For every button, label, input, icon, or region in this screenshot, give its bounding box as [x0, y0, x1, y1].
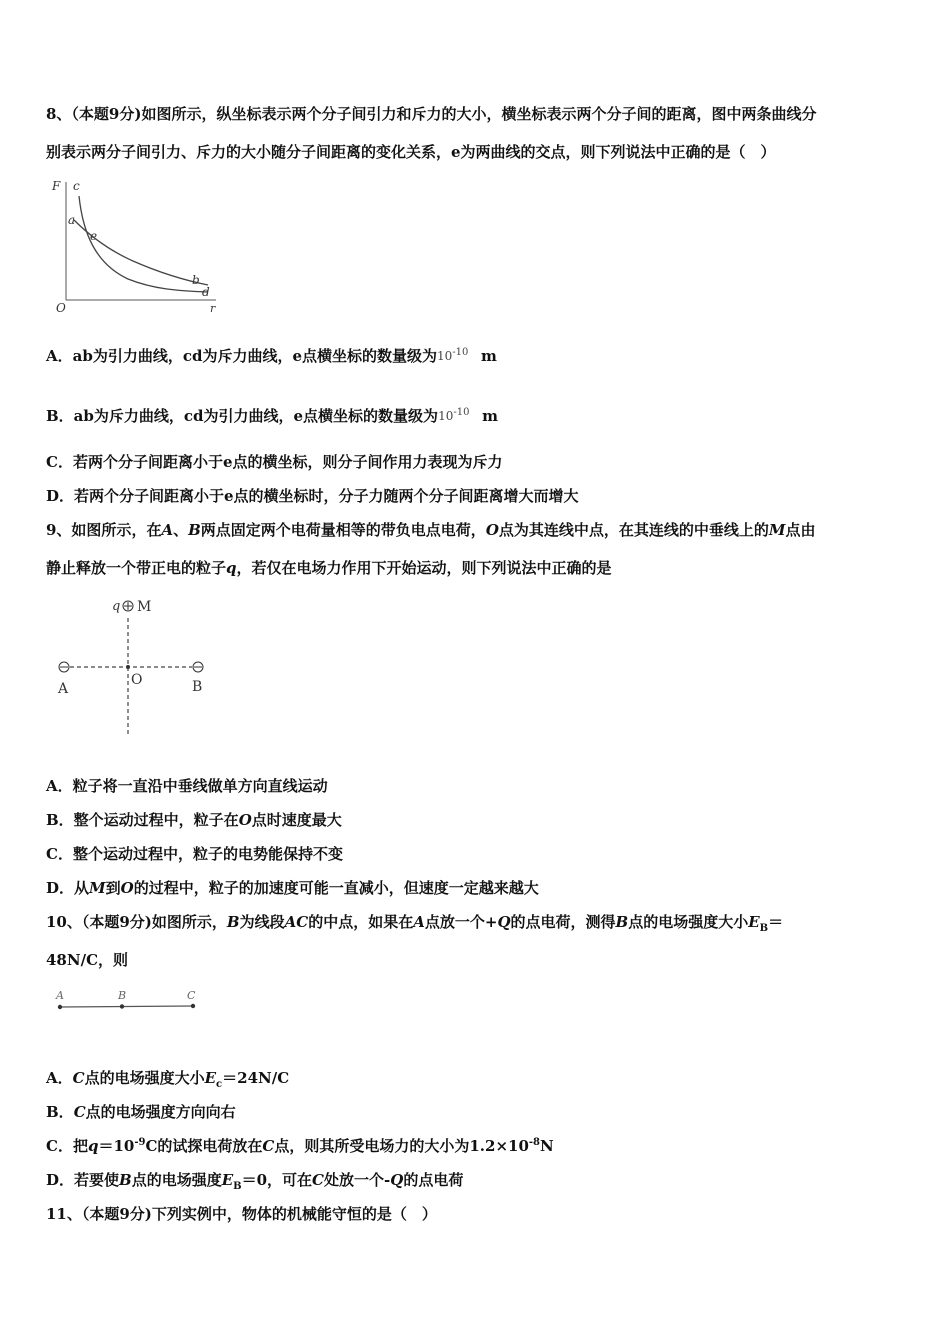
- label-A: A: [56, 989, 64, 1002]
- point-label-e: e: [90, 229, 98, 243]
- q11-stem-line1: 11、（本题9分)下列实例中，物体的机械能守恒的是（ ）: [46, 1205, 437, 1223]
- q10-option-c: C．把$q=10^{-9}C$的试探电荷放在C点，则其所受电场力的大小为$1.2\times 10^{-8}N$: [46, 1137, 554, 1155]
- label-B: B: [192, 679, 203, 695]
- q8-option-a: [46, 345, 497, 366]
- label-M: M: [137, 599, 152, 615]
- q8-option-d: D．若两个分子间距离小于e点的横坐标时，分子力随两个分子间距离增大而增大: [46, 487, 579, 505]
- label-O: O: [131, 672, 143, 688]
- q8-option-b-text: B．ab为斥力曲线，cd为引力曲线，e点横坐标的数量级为: [46, 407, 439, 425]
- q10-option-b: B．C点的电场强度方向向右: [46, 1103, 236, 1121]
- q10-segment-diagram: [50, 988, 210, 1016]
- label-q: q: [112, 599, 121, 614]
- q8-option-a-power: $10^{-10}$: [437, 347, 469, 363]
- q10-stem-line1: 10、（本题9分)如图所示，B为线段AC的中点，如果在A点放一个+Q的点电荷，测得B点的电场强度大小$E_B=$: [46, 913, 784, 934]
- q9-option-d: D．从M到O的过程中，粒子的加速度可能一直减小，但速度一定越来越大: [46, 879, 539, 897]
- label-A: A: [58, 681, 69, 697]
- q10-stem-line2: 48N/C，则: [46, 951, 129, 969]
- q8-stem-line2: 别表示两分子间引力、斥力的大小随分子间距离的变化关系，e为两曲线的交点，则下列说法中正确的是（ ）: [46, 143, 776, 161]
- axis-label-r: r: [210, 302, 216, 315]
- q8-option-b-unit: m: [482, 407, 498, 425]
- curve-label-c: c: [73, 179, 80, 193]
- curve-label-d: d: [202, 285, 210, 299]
- q8-stem-line1: 8、（本题9分)如图所示，纵坐标表示两个分子间引力和斥力的大小，横坐标表示两个分子间的距离，图中两条曲线分: [46, 105, 817, 123]
- q9-option-a: A．粒子将一直沿中垂线做单方向直线运动: [46, 777, 328, 795]
- q8-option-c: C．若两个分子间距离小于e点的横坐标，则分子间作用力表现为斥力: [46, 453, 503, 471]
- q8-force-distance-graph: [48, 174, 228, 322]
- axis-label-F: F: [52, 179, 61, 193]
- origin-label-O: O: [56, 301, 66, 315]
- q8-option-a-unit: m: [481, 347, 497, 365]
- q9-stem-line2: 静止释放一个带正电的粒子q，若仅在电场力作用下开始运动，则下列说法中正确的是: [46, 559, 612, 577]
- label-C: C: [187, 989, 196, 1002]
- label-B: B: [118, 989, 127, 1002]
- segment-AC: [60, 1006, 193, 1007]
- point-B: [120, 1004, 124, 1008]
- q9-option-c: C．整个运动过程中，粒子的电势能保持不变: [46, 845, 343, 863]
- curve-label-b: b: [192, 273, 200, 287]
- q9-charges-diagram: [50, 592, 220, 740]
- q9-option-b: B．整个运动过程中，粒子在O点时速度最大: [46, 811, 342, 829]
- curve-cd: [79, 196, 208, 292]
- curve-label-a: a: [68, 213, 76, 227]
- point-O: [126, 665, 130, 669]
- q8-option-b: [46, 405, 498, 426]
- point-A: [58, 1005, 62, 1009]
- q10-option-d: D．若要使B点的电场强度$E_B=0$，可在C处放一个-Q的点电荷: [46, 1171, 464, 1192]
- q8-option-a-text: A．ab为引力曲线，cd为斥力曲线，e点横坐标的数量级为: [46, 347, 438, 365]
- q8-option-b-power: $10^{-10}$: [438, 407, 470, 423]
- q10-option-a: A．C点的电场强度大小$E_c=24N/C$: [46, 1069, 290, 1090]
- point-C: [191, 1004, 195, 1008]
- q9-stem-line1: 9、如图所示，在A、B两点固定两个电荷量相等的带负电点电荷，O点为其连线中点，在其连线的中垂线上的M点由: [46, 521, 816, 539]
